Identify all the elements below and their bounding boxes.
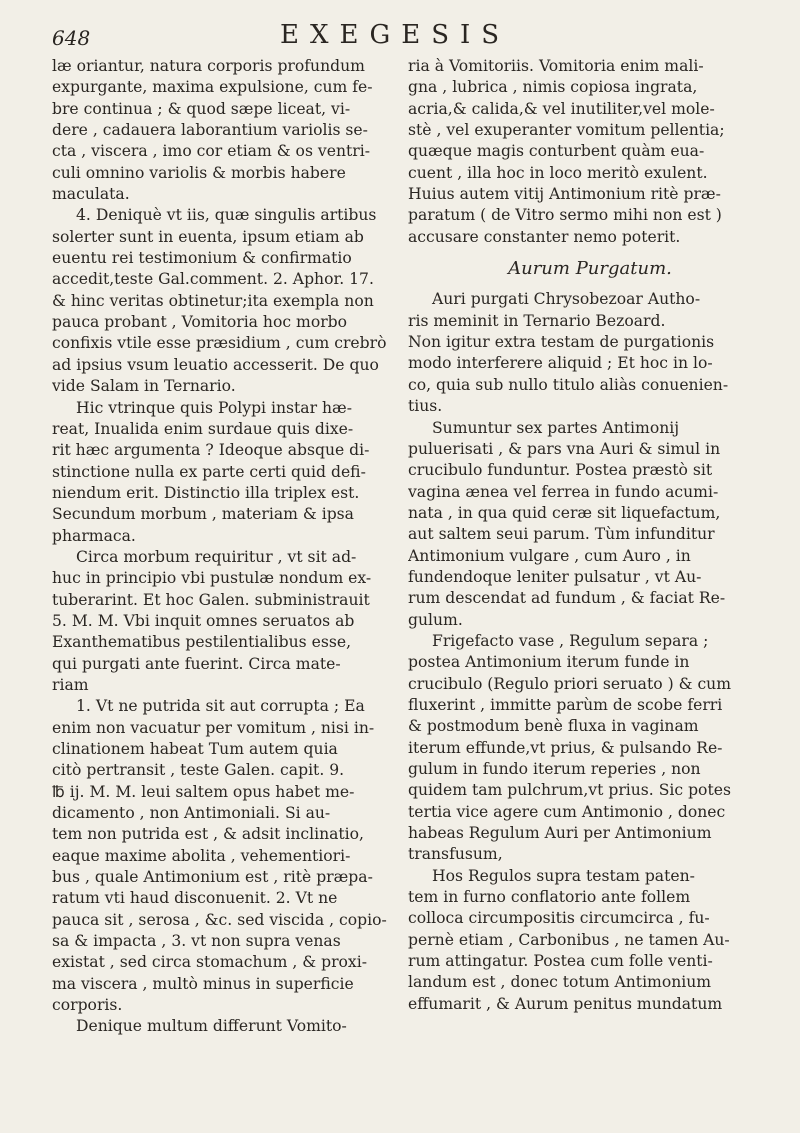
text-line: iterum effunde,vt prius, & pulsando Re-	[408, 738, 723, 757]
text-line: qui purgati ante fuerint. Circa mate-	[52, 654, 341, 673]
text-line: gna , lubrica , nimis copiosa ingrata,	[408, 78, 698, 97]
text-line: fluxerint , immitte parùm de scobe ferri	[408, 695, 723, 714]
text-line: ria à Vomitoriis. Vomitoria enim mali-	[408, 57, 704, 75]
text-line: puluerisati , & pars vna Auri & simul in	[408, 439, 721, 458]
text-line: transfusum,	[408, 845, 503, 864]
text-line: Hos Regulos supra testam paten-	[432, 866, 695, 885]
text-line: rum attingatur. Postea cum folle venti-	[408, 952, 713, 971]
text-line: co, quia sub nullo titulo aliàs conuenien-	[408, 375, 729, 394]
text-line: culi omnino variolis & morbis habere	[52, 163, 346, 182]
text-line: paratum ( de Vitro sermo mihi non est )	[408, 206, 722, 225]
text-line: solerter sunt in euenta, ipsum etiam ab	[52, 227, 364, 246]
text-line: Sumuntur sex partes Antimonij	[432, 418, 680, 437]
section-heading: Aurum Purgatum.	[508, 258, 672, 280]
page-number: 648	[52, 26, 91, 50]
page-header	[52, 18, 770, 58]
text-line: pauca sit , serosa , &c. sed viscida , copio-	[52, 910, 387, 929]
text-line: vide Salam in Ternario.	[52, 377, 236, 396]
text-line: tem non putrida est , & adsit inclinatio,	[52, 825, 365, 844]
text-line: Non igitur extra testam de purgationis	[408, 333, 715, 352]
text-line: 4. Deniquè vt iis, quæ singulis artibus	[76, 206, 377, 225]
text-line: accedit,teste Gal.comment. 2. Aphor. 17.	[52, 270, 374, 289]
text-line: ratum vti haud disconuenit. 2. Vt ne	[52, 889, 338, 908]
text-line: landum est , donec totum Antimonium	[408, 973, 712, 992]
text-line: eaque maxime abolita , vehementiori-	[52, 846, 351, 865]
text-line: cta , viscera , imo cor etiam & os ventri-	[52, 142, 370, 161]
text-line: acria,& calida,& vel inutiliter,vel mole-	[408, 99, 715, 118]
text-line: accusare constanter nemo poterit.	[408, 227, 681, 246]
text-line: habeas Regulum Auri per Antimonium	[408, 824, 712, 843]
text-line: pharmaca.	[52, 526, 136, 545]
text-line: pauca probant , Vomitoria hoc morbo	[52, 313, 348, 332]
text-line: ad ipsius vsum leuatio accesserit. De quo	[52, 355, 379, 374]
text-line: bus , quale Antimonium est , ritè præpa-	[52, 868, 373, 887]
text-line: Huius autem vitij Antimonium ritè præ-	[408, 185, 721, 204]
section-gap	[408, 279, 772, 289]
text-line: clinationem habeat Tum autem quia	[52, 740, 338, 758]
text-line: tuberarint. Et hoc Galen. subministrauit	[52, 590, 370, 609]
text-line: cuent , illa hoc in loco meritò exulent.	[408, 163, 708, 182]
text-line: Auri purgati Chrysobezoar Autho-	[432, 290, 701, 309]
text-line: vagina ænea vel ferrea in fundo acumi-	[408, 482, 719, 501]
text-line: postea Antimonium iterum funde in	[408, 653, 690, 672]
left-column	[52, 56, 400, 1038]
text-line: læ oriantur, natura corporis profundum	[52, 57, 365, 75]
text-line: riam	[52, 675, 89, 694]
text-line: gulum.	[408, 610, 463, 629]
text-line: euentu rei testimonium & confirmatio	[52, 249, 352, 268]
text-line: dicamento , non Antimoniali. Si au-	[52, 804, 331, 823]
text-line: maculata.	[52, 185, 130, 204]
text-line: colloca circumpositis circumcirca , fu-	[408, 909, 710, 928]
text-line: crucibulo (Regulo priori seruato ) & cum	[408, 674, 732, 693]
text-line: Circa morbum requiritur , vt sit ad-	[76, 547, 357, 566]
text-line: corporis.	[52, 996, 123, 1015]
text-line: effumarit , & Aurum penitus mundatum	[408, 994, 723, 1013]
text-line: ris meminit in Ternario Bezoard.	[408, 311, 666, 330]
text-line: fundendoque leniter pulsatur , vt Au-	[408, 567, 702, 586]
text-line: Antimonium vulgare , cum Auro , in	[408, 546, 691, 565]
text-line: pernè etiam , Carbonibus , ne tamen Au-	[408, 930, 730, 949]
text-line: rit hæc argumenta ? Ideoque absque di-	[52, 441, 370, 460]
text-line: tem in furno conflatorio ante follem	[408, 888, 691, 907]
text-line: existat , sed circa stomachum , & proxi-	[52, 953, 367, 972]
text-line: rum descendat ad fundum , & faciat Re-	[408, 589, 726, 608]
text-line: citò pertransit , teste Galen. capit. 9.	[52, 761, 345, 780]
text-line: huc in principio vbi pustulæ nondum ex-	[52, 569, 372, 588]
text-line: Hic vtrinque quis Polypi instar hæ-	[76, 398, 352, 417]
text-line: Secundum morbum , materiam & ipsa	[52, 505, 354, 524]
text-line: nata , in qua quid ceræ sit liquefactum,	[408, 503, 721, 522]
text-line: 5. M. M. Vbi inquit omnes seruatos ab	[52, 611, 355, 630]
text-line: niendum erit. Distinctio illa triplex est.	[52, 483, 360, 502]
text-line: modo interferere aliquid ; Et hoc in lo-	[408, 354, 713, 373]
text-line: Frigefacto vase , Regulum separa ;	[432, 631, 709, 650]
text-line: reat, Inualida enim surdaue quis dixe-	[52, 419, 354, 438]
right-column	[408, 56, 772, 1015]
text-line: 1. Vt ne putrida sit aut corrupta ; Ea	[76, 697, 365, 716]
text-line: expurgante, maxima expulsione, cum fe-	[52, 78, 373, 97]
text-line: tius.	[408, 397, 443, 416]
text-line: Denique multum differunt Vomito-	[76, 1017, 347, 1036]
text-line: ℔ ij. M. M. leui saltem opus habet me-	[52, 782, 355, 801]
text-line: crucibulo funduntur. Postea præstò sit	[408, 461, 713, 480]
text-line: & hinc veritas obtinetur;ita exempla non	[52, 291, 374, 310]
text-line: stinctione nulla ex parte certi quid defi-	[52, 462, 366, 481]
text-line: confixis vtile esse præsidium , cum crebrò	[52, 334, 387, 353]
text-line: stè , vel exuperanter vomitum pellentia;	[408, 121, 725, 140]
text-line: gulum in fundo iterum reperies , non	[408, 760, 701, 778]
text-line: bre continua ; & quod sæpe liceat, vi-	[52, 99, 351, 118]
text-line: quæque magis conturbent quàm eua-	[408, 142, 705, 161]
running-head: EXEGESIS	[280, 20, 511, 50]
text-line: aut saltem seui parum. Tùm infunditur	[408, 525, 715, 544]
section-gap	[408, 248, 772, 258]
text-line: dere , cadauera laborantium variolis se-	[52, 121, 368, 140]
text-line: enim non vacuatur per vomitum , nisi in-	[52, 718, 375, 737]
text-line: sa & impacta , 3. vt non supra venas	[52, 932, 341, 951]
text-line: quidem tam pulchrum,vt prius. Sic potes	[408, 781, 731, 800]
text-line: & postmodum benè fluxa in vaginam	[408, 717, 699, 736]
text-line: ma viscera , multò minus in superficie	[52, 974, 354, 993]
text-line: tertia vice agere cum Antimonio , donec	[408, 802, 726, 821]
text-line: Exanthematibus pestilentialibus esse,	[52, 633, 352, 652]
